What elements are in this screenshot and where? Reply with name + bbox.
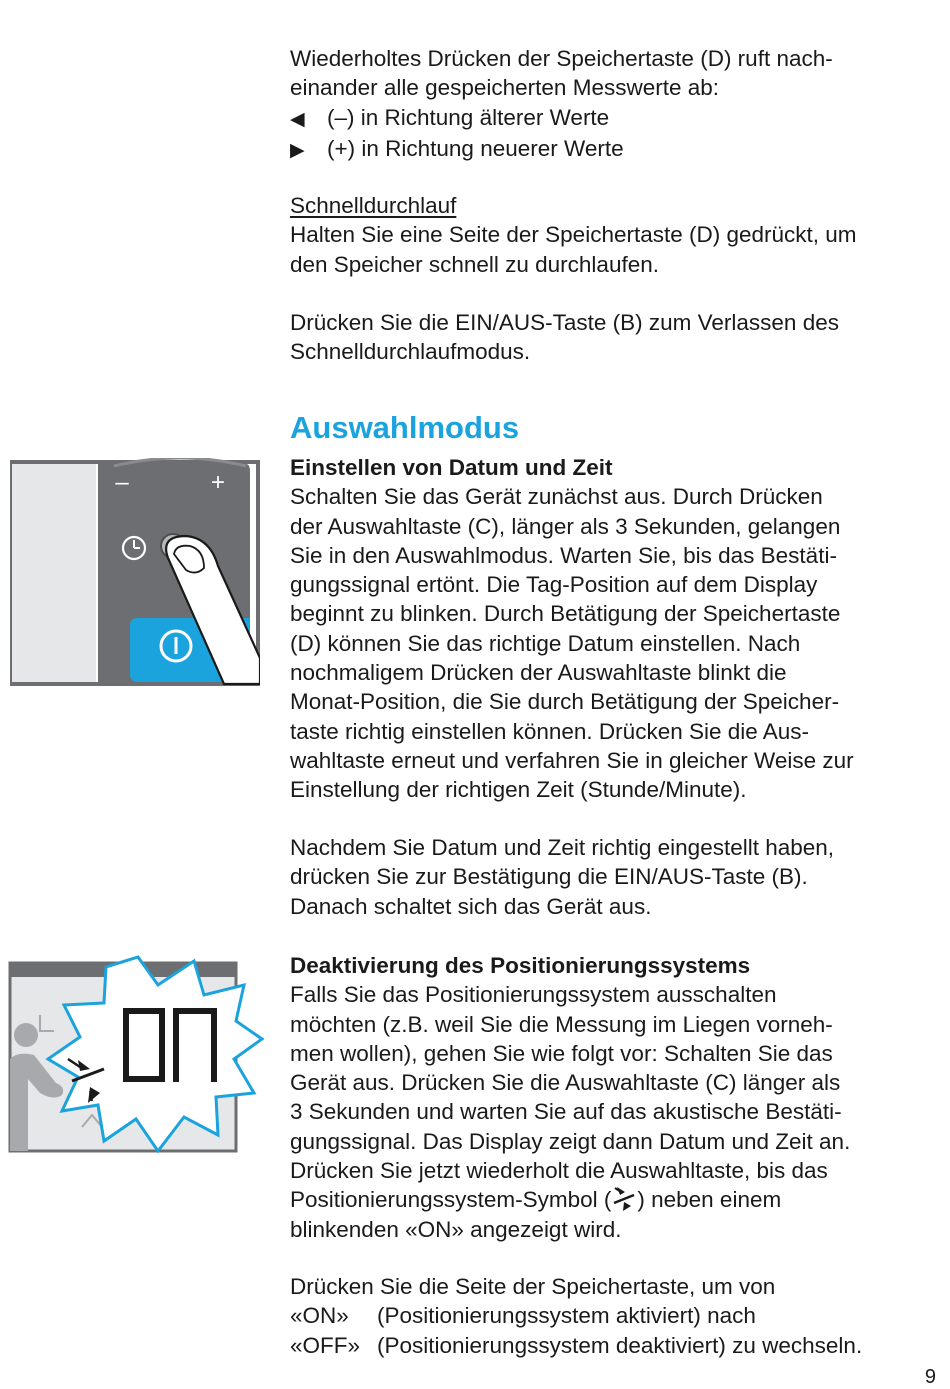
toggle-text-off: (Positionierungssystem deaktiviert) zu wechseln. bbox=[377, 1332, 863, 1358]
toggle-row-on bbox=[290, 1301, 940, 1330]
bullet-newer bbox=[290, 134, 940, 165]
fast-scroll-block bbox=[290, 191, 940, 279]
display-on-label: ON bbox=[8, 955, 10, 956]
fast-scroll-exit-line-1: Drücken Sie die EIN/AUS-Taste (B) zum Verlassen des bbox=[290, 310, 839, 335]
device-side-panel bbox=[12, 464, 96, 682]
fast-scroll-line-1: Halten Sie eine Seite der Speichertaste (D) gedrückt, um bbox=[290, 222, 857, 248]
positioning-line: gungssignal. Das Display zeigt dann Datum und Zeit an. bbox=[290, 1128, 851, 1154]
date-time-line: taste richtig einstellen können. Drücken Sie die Aus- bbox=[290, 718, 810, 744]
triangle-right-icon: ▶ bbox=[290, 139, 305, 161]
toggle-key-on: «ON» bbox=[290, 1303, 349, 1329]
display-on-illustration bbox=[8, 955, 264, 1155]
triangle-left-icon: ◀ bbox=[290, 108, 305, 130]
date-time-line: (D) können Sie das richtige Datum einstellen. Nach bbox=[290, 630, 801, 656]
toggle-block bbox=[290, 1272, 940, 1360]
fast-scroll-exit-block bbox=[290, 308, 940, 367]
date-time-heading: Einstellen von Datum und Zeit bbox=[290, 455, 613, 480]
symbol-line-after: ) neben einem bbox=[637, 1187, 782, 1213]
toggle-key-off: «OFF» bbox=[290, 1332, 361, 1358]
date-time-line: der Auswahltaste (C), länger als 3 Sekunden, gelangen bbox=[290, 513, 841, 539]
device-button-illustration bbox=[10, 458, 260, 688]
section-title: Auswahlmodus bbox=[290, 410, 520, 445]
positioning-symbol-line bbox=[290, 1185, 940, 1214]
positioning-symbol-icon bbox=[611, 1186, 637, 1212]
date-time-block bbox=[290, 453, 940, 805]
confirm-line-3: Danach schaltet sich das Gerät aus. bbox=[290, 893, 652, 919]
date-time-line: Monat-Position, die Sie durch Betätigung der Speicher- bbox=[290, 689, 840, 715]
positioning-block bbox=[290, 951, 940, 1244]
date-time-line: Einstellung der richtigen Zeit (Stunde/Minute). bbox=[290, 777, 747, 803]
date-time-line: beginnt zu blinken. Durch Betätigung der Speichertaste bbox=[290, 601, 841, 627]
date-time-confirm-block bbox=[290, 833, 940, 921]
fast-scroll-line-2: den Speicher schnell zu durchlaufen. bbox=[290, 251, 659, 277]
symbol-line-before: Positionierungssystem-Symbol ( bbox=[290, 1187, 612, 1213]
bullet-newer-text: (+) in Richtung neuerer Werte bbox=[327, 135, 624, 161]
positioning-line: möchten (z.B. weil Sie die Messung im Liegen vorneh- bbox=[290, 1011, 833, 1037]
date-time-line: Sie in den Auswahlmodus. Warten Sie, bis das Bestäti- bbox=[290, 542, 837, 568]
date-time-line: wahltaste erneut und verfahren Sie in gleicher Weise zur bbox=[290, 747, 854, 773]
toggle-row-off bbox=[290, 1331, 940, 1360]
confirm-line-2: drücken Sie zur Bestätigung die EIN/AUS-Taste (B). bbox=[290, 864, 808, 890]
intro-line-2: einander alle gespeicherten Messwerte ab: bbox=[290, 75, 720, 101]
fast-scroll-heading: Schnelldurchlauf bbox=[290, 193, 457, 218]
minus-label: – bbox=[115, 469, 129, 496]
positioning-line: men wollen), gehen Sie wie folgt vor: Schalten Sie das bbox=[290, 1040, 833, 1066]
bullet-older bbox=[290, 103, 940, 134]
positioning-line: 3 Sekunden und warten Sie auf das akustische Bestäti- bbox=[290, 1099, 842, 1125]
date-time-line: nochmaligem Drücken der Auswahltaste blinkt die bbox=[290, 660, 787, 686]
bullet-older-text: (–) in Richtung älterer Werte bbox=[327, 104, 610, 130]
plus-label: + bbox=[210, 469, 226, 496]
positioning-line: Drücken Sie jetzt wiederholt die Auswahltaste, bis das bbox=[290, 1158, 828, 1184]
intro-line-1: Wiederholtes Drücken der Speichertaste (D) ruft nach- bbox=[290, 46, 833, 71]
confirm-line-1: Nachdem Sie Datum und Zeit richtig eingestellt haben, bbox=[290, 835, 835, 860]
intro-block bbox=[290, 44, 940, 165]
toggle-text-on: (Positionierungssystem aktiviert) nach bbox=[377, 1303, 756, 1329]
page-number: 9 bbox=[924, 1366, 936, 1388]
positioning-line: Falls Sie das Positionierungssystem ausschalten bbox=[290, 982, 777, 1008]
positioning-line: Gerät aus. Drücken Sie die Auswahltaste (C) länger als bbox=[290, 1070, 841, 1096]
date-time-line: Schalten Sie das Gerät zunächst aus. Durch Drücken bbox=[290, 484, 823, 510]
positioning-last-line: blinkenden «ON» angezeigt wird. bbox=[290, 1216, 622, 1242]
positioning-heading: Deaktivierung des Positionierungssystems bbox=[290, 953, 751, 978]
fast-scroll-exit-line-2: Schnelldurchlaufmodus. bbox=[290, 339, 531, 365]
toggle-intro: Drücken Sie die Seite der Speichertaste, um von bbox=[290, 1274, 776, 1299]
date-time-line: gungssignal ertönt. Die Tag-Position auf dem Display bbox=[290, 572, 818, 598]
